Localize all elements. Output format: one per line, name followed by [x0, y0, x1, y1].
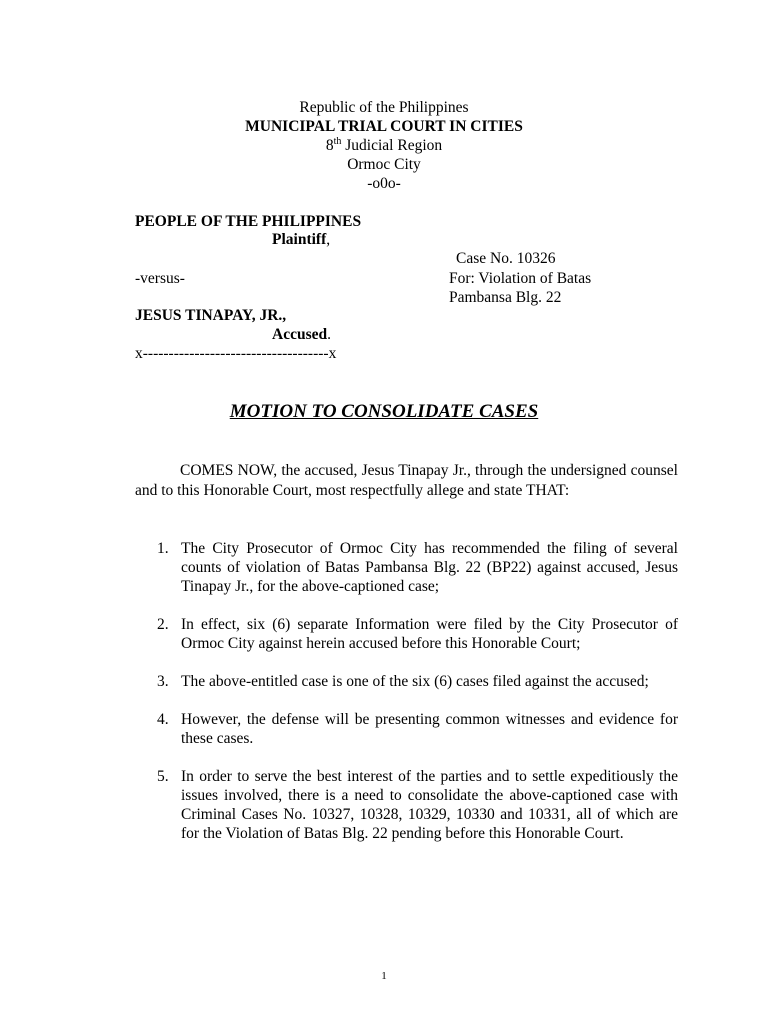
list-item — [135, 615, 678, 653]
republic-line: Republic of the Philippines — [299, 99, 469, 116]
list-item — [135, 539, 678, 596]
item-number: 2. — [157, 616, 169, 633]
list-item — [135, 672, 678, 691]
list-item — [135, 767, 678, 843]
caption-divider: x------------------------------------x — [135, 345, 337, 362]
item-number: 1. — [157, 540, 169, 557]
item-text: However, the defense will be presenting common witnesses and evidence for these cases. — [181, 711, 678, 747]
court-name: MUNICIPAL TRIAL COURT IN CITIES — [245, 118, 523, 135]
item-text: In order to serve the best interest of the parties and to settle expeditiously the issues involved, there is a need to consolidate the above-captioned case with Criminal Cases No. 10327, 10328, 10329, 10330 and 10331, all of which are for the Violation of Batas Blg. 22 pending before this Honorable Court. — [181, 768, 678, 842]
accused-name: JESUS TINAPAY, JR., — [135, 307, 287, 324]
item-number: 3. — [157, 673, 169, 690]
header-ornament: -o0o- — [367, 175, 401, 192]
case-for-line2: Pambansa Blg. 22 — [449, 289, 562, 306]
versus-label: -versus- — [135, 270, 185, 287]
list-item — [135, 710, 678, 748]
accused-label-line — [272, 325, 331, 344]
item-text: The above-entitled case is one of the six (6) cases filed against the accused; — [181, 673, 649, 690]
item-number: 5. — [157, 768, 169, 785]
plaintiff-label-line — [272, 230, 330, 249]
plaintiff-label: Plaintiff — [272, 231, 327, 248]
page-number: 1 — [381, 970, 387, 982]
region-ordinal: th — [333, 135, 342, 147]
item-text: The City Prosecutor of Ormoc City has recommended the filing of several counts of violation of Batas Pambansa Blg. 22 (BP22) against accused, Jesus Tinapay Jr., for the above-captioned case; — [181, 540, 678, 595]
city-line: Ormoc City — [347, 156, 421, 173]
intro-paragraph: COMES NOW, the accused, Jesus Tinapay Jr., through the undersigned counsel and to this Honorable Court, most respectfully allege and state THAT: — [135, 462, 678, 499]
accused-label: Accused — [272, 326, 328, 343]
judicial-region — [0, 136, 768, 155]
case-number: Case No. 10326 — [456, 250, 556, 267]
motion-title: MOTION TO CONSOLIDATE CASES — [229, 401, 539, 422]
item-number: 4. — [157, 711, 169, 728]
plaintiff-comma: , — [326, 231, 331, 248]
item-text: In effect, six (6) separate Information were filed by the City Prosecutor of Ormoc City against herein accused before this Honorable Court; — [181, 616, 678, 652]
region-text: Judicial Region — [341, 137, 443, 154]
allegations-list — [135, 539, 678, 862]
accused-period: . — [327, 326, 331, 343]
case-for-line1: For: Violation of Batas — [449, 270, 592, 287]
region-number: 8 — [325, 137, 334, 154]
plaintiff-name: PEOPLE OF THE PHILIPPINES — [135, 213, 362, 230]
